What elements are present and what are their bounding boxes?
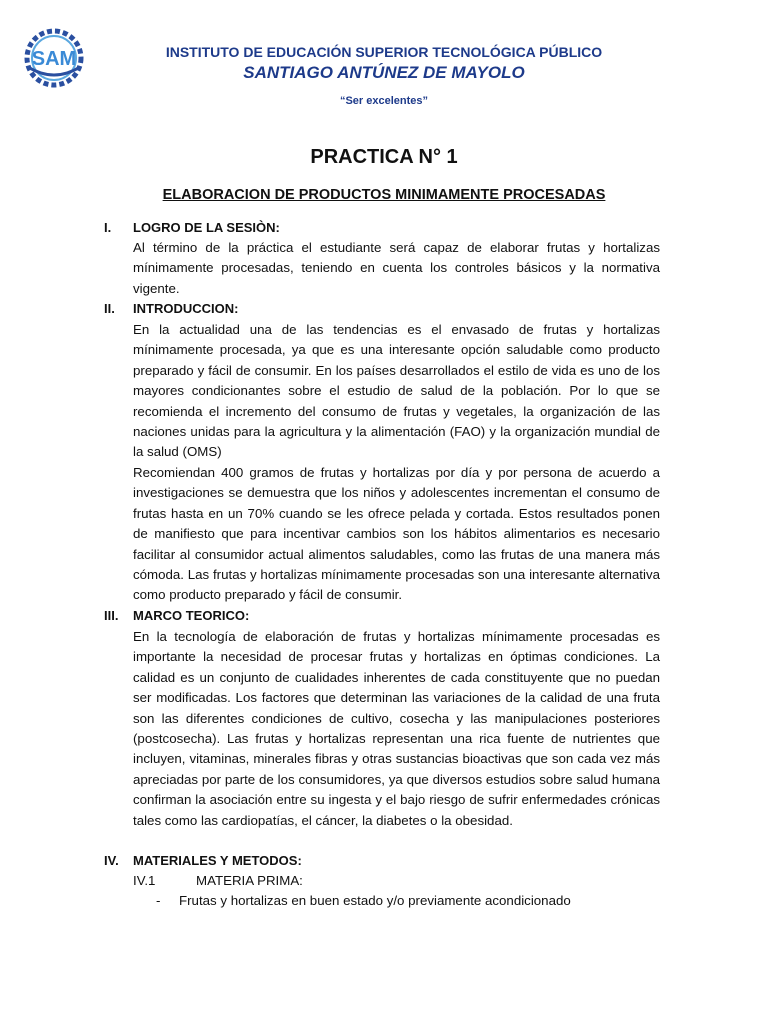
institute-name: INSTITUTO DE EDUCACIÓN SUPERIOR TECNOLÓGICA PÚBLICO bbox=[165, 44, 603, 60]
section-text: En la actualidad una de las tendencias es el envasado de frutas y hortalizas mínimamente procesada, ya que es una interesante opción saludable como producto preparado y fácil de consumir. En los países desarrollados el estilo de vida es uno de los mayores condicionantes sobre el estudio de salud de la población. Por lo que se recomienda el incremento del consumo de frutas y vegetales, la organización de las naciones unidas para la agricultura y la alimentación (FAO) y la organización mundial de la salud (OMS) bbox=[133, 322, 660, 460]
list-item-text: Frutas y hortalizas en buen estado y/o previamente acondicionado bbox=[179, 893, 571, 908]
section-number: III. bbox=[104, 608, 119, 623]
document-subtitle: ELABORACION DE PRODUCTOS MINIMAMENTE PROCESADAS bbox=[162, 187, 606, 203]
section-heading: LOGRO DE LA SESIÒN: bbox=[133, 220, 280, 235]
section-heading: MARCO TEORICO: bbox=[133, 608, 250, 623]
section-text-continued: Recomiendan 400 gramos de frutas y hortalizas por día y por persona de acuerdo a investigaciones se demuestra que los niños y adolescentes incrementan el consumo de frutas hasta en un 70% cuando se les ofrece pelada y cortada. Estos resultados ponen de manifiesto que para incentivar cambios son los hábitos alimentarios es necesario facilitar al consumidor actual alimentos saludables, como las frutas de una manera más cómoda. Las frutas y hortalizas mínimamente procesadas son una interesante alternativa como producto preparado y fácil de consumir. bbox=[133, 465, 660, 603]
section-heading: INTRODUCCION: bbox=[133, 301, 239, 316]
section-text: Al término de la práctica el estudiante será capaz de elaborar frutas y hortalizas mínimamente procesadas, teniendo en cuenta los controles básicos y la normativa vigente. bbox=[133, 240, 660, 296]
list-item bbox=[156, 893, 571, 908]
subsection-number: IV.1 bbox=[133, 873, 156, 888]
motto: “Ser excelentes” bbox=[339, 95, 429, 107]
section-number: I. bbox=[104, 220, 112, 235]
institute-title: SANTIAGO ANTÚNEZ DE MAYOLO bbox=[243, 63, 525, 82]
document-title: PRACTICA N° 1 bbox=[310, 146, 458, 168]
section-number: IV. bbox=[104, 853, 119, 868]
logo-text: SAM bbox=[31, 48, 77, 70]
section-heading: MATERIALES Y METODOS: bbox=[133, 853, 302, 868]
subsection bbox=[133, 873, 303, 888]
sam-logo bbox=[18, 27, 90, 91]
subsection-heading: MATERIA PRIMA: bbox=[196, 873, 303, 888]
bullet-dash: - bbox=[156, 893, 161, 908]
section-text: En la tecnología de elaboración de frutas y hortalizas mínimamente procesadas es importante la necesidad de procesar frutas y hortalizas en óptimas condiciones. La calidad es un conjunto de cualidades inherentes de cada constituyente que no puedan ser modificadas. Los factores que determinan las variaciones de la calidad de una fruta son las diferentes condiciones de cultivo, cosecha y las manipulaciones posteriores (postcosecha). Las frutas y hortalizas representan una rica fuente de nutrientes que incluyen, vitaminas, minerales fibras y otras sustancias bioactivas que son cada vez más apreciadas por parte de los consumidores, ya que diversos estudios sobre salud humana confirman la asociación entre su ingesta y el bajo riesgo de sufrir enfermedades crónicas tales como las cardiopatías, el cáncer, la diabetes o la obesidad. bbox=[133, 629, 660, 828]
section-number: II. bbox=[104, 301, 115, 316]
